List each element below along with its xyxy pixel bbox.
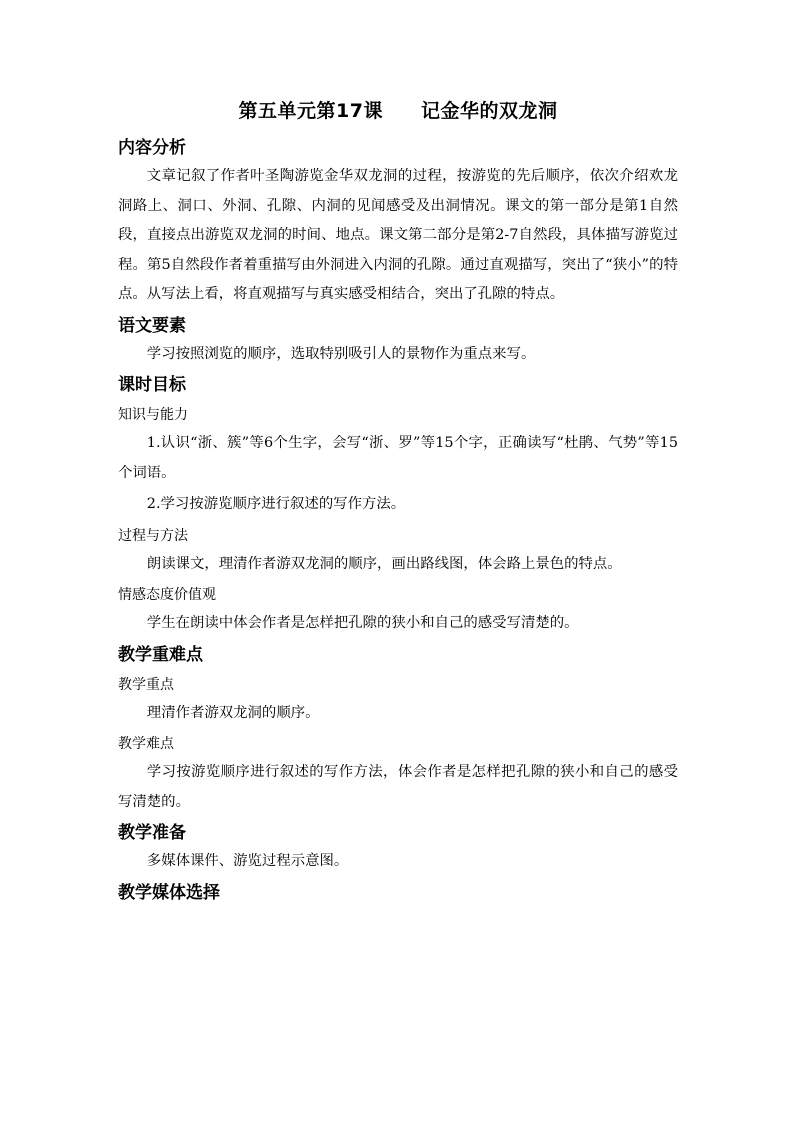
subheading-process: 过程与方法 — [118, 527, 188, 544]
paragraph-difficulty: 学习按游览顺序进行叙述的写作方法，体会作者是怎样把孔隙的狭小和自己的感受写清楚的。 — [118, 764, 678, 810]
heading-lesson-goals: 课时目标 — [118, 375, 186, 395]
document-title — [118, 96, 678, 126]
paragraph-preparation: 多媒体课件、游览过程示意图。 — [146, 853, 349, 869]
heading-content-analysis: 内容分析 — [118, 138, 186, 158]
paragraph-focus: 理清作者游双龙洞的顺序。 — [146, 704, 320, 721]
subheading-knowledge: 知识与能力 — [118, 407, 188, 423]
heading-media: 教学媒体选择 — [118, 882, 220, 903]
paragraph-language-elements: 学习按照浏览的顺序，选取特别吸引人的景物作为重点来写。 — [146, 345, 536, 362]
subheading-focus: 教学重点 — [118, 676, 174, 693]
paragraph-emotion: 学生在朗读中体会作者是怎样把孔隙的狭小和自己的感受写清楚的。 — [146, 615, 579, 631]
paragraph-process: 朗读课文，理清作者游双龙洞的顺序，画出路线图，体会路上景色的特点。 — [146, 555, 622, 572]
paragraph-knowledge-item-1: 1.认识“浙、簇”等6个生字，会写“浙、罗”等15个字，正确读写“杜鹃、气势”等15个词语。 — [118, 435, 678, 481]
document-page — [118, 96, 678, 907]
title-lesson-number: 第五单元第17课 — [238, 100, 383, 122]
paragraph-content-analysis: 文章记叙了作者叶圣陶游览金华双龙洞的过程，按游览的先后顺序，依次介绍欢龙洞路上、洞口、外洞、孔隙、内洞的见闻感受及出洞情况。课文的第一部分是第1自然段，直接点出游览双龙洞的时间、地点。课文第二部分是第2-7自然段，具体描写游览过程。第5自然段作者着重描写由外洞进入内洞的孔隙。通过直观描写，突出了“狭小”的特点。从写法上看，将直观描写与真实感受相结合，突出了孔隙的特点。 — [118, 168, 678, 302]
title-lesson-name: 记金华的双龙洞 — [420, 100, 558, 122]
paragraph-knowledge-item-2: 2.学习按游览顺序进行叙述的写作方法。 — [146, 496, 406, 512]
heading-language-elements: 语文要素 — [118, 315, 186, 336]
subheading-difficulty: 教学难点 — [118, 736, 174, 752]
heading-key-points: 教学重难点 — [118, 644, 203, 665]
heading-preparation: 教学准备 — [118, 823, 186, 843]
subheading-emotion: 情感态度价值观 — [118, 587, 216, 603]
